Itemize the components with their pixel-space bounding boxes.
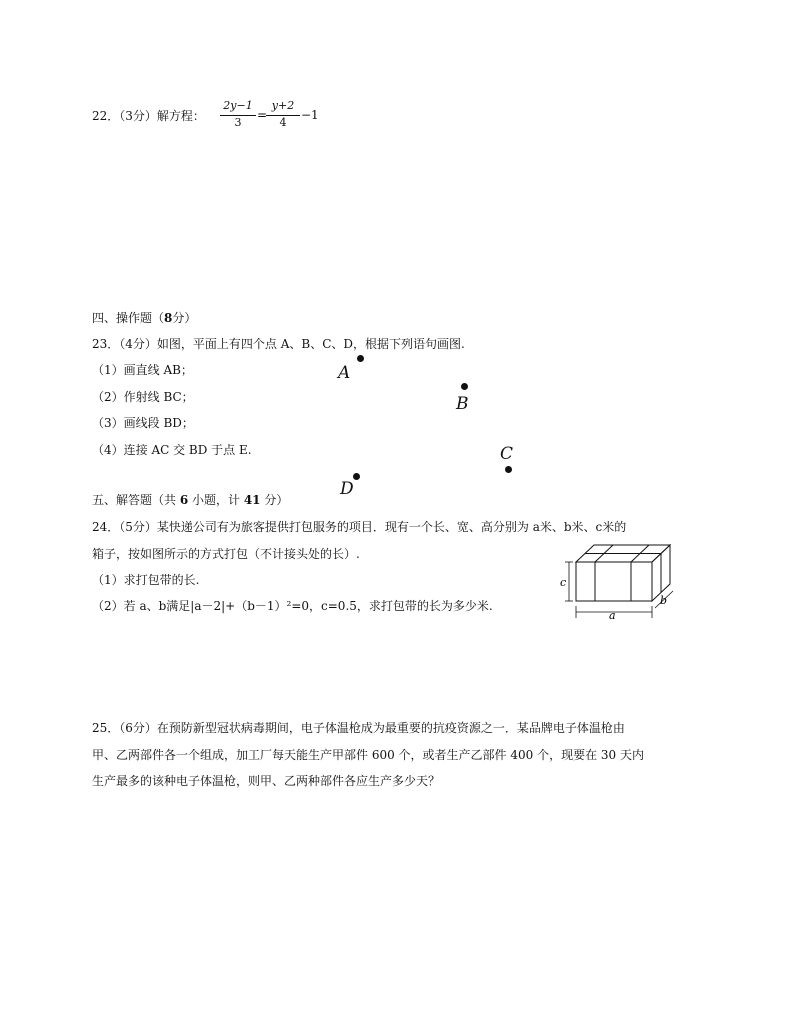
q22-prefix: 22．（3分）解方程： [92,109,205,123]
q22-lhs-denominator: 3 [234,116,242,129]
box-front-face [576,562,652,601]
q22-equals: = [257,108,268,122]
point-d-label: D [340,479,354,499]
q23-intro: 23．（4分）如图，平面上有四个点 A、B、C、D，根据下列语句画图. [92,337,465,351]
q22-rhs-numerator: y+2 [271,99,295,112]
point-b-dot [461,383,468,390]
q25-line-2: 甲、乙两部件各一个组成，加工厂每天能生产甲部件 600 个，或者生产乙部件 400 个，现要在 30 天内 [92,748,644,762]
q25-line-1: 25．（6分）在预防新型冠状病毒期间，电子体温枪成为最重要的抗疫资源之一．某品牌电子体温枪由 [92,721,625,735]
q24-item-1: （1）求打包带的长. [92,573,200,587]
q23-item-1: （1）画直线 AB； [92,363,193,377]
dim-b-label: b [660,594,668,607]
q25-line-3: 生产最多的该种电子体温枪，则甲、乙两种部件各应生产多少天？ [92,774,441,788]
point-a-dot [357,355,364,362]
dim-c-label: c [560,576,567,589]
q24-line-1: 24．（5分）某快递公司有为旅客提供打包服务的项目．现有一个长、宽、高分别为 a米、b米、c米的 [92,520,627,534]
section5-heading-prefix: 五、解答题（共 [92,493,180,507]
section4-heading [92,310,196,326]
point-a-label: A [338,363,351,383]
point-c-label: C [500,444,514,464]
section4-score: 8 [164,311,173,325]
section5-score: 41 [243,493,261,507]
section5-heading [92,492,288,508]
point-d-dot [353,473,360,480]
q22-rhs-fraction [266,99,300,133]
point-c-dot [505,466,512,473]
point-b-label: B [456,394,469,414]
section5-count: 6 [179,493,189,507]
q23-item-3: （3）画线段 BD； [92,416,194,430]
section4-heading-suffix: 分） [172,311,197,325]
q22-lhs-fraction [220,99,256,133]
section5-heading-suffix: 分） [260,493,289,507]
section4-heading-prefix: 四、操作题（ [92,311,165,325]
q24-line-2: 箱子，按如图所示的方式打包（不计接头处的长）. [92,547,360,561]
q22-rhs-denominator: 4 [279,116,287,129]
section5-heading-mid: 小题，计 [188,493,244,507]
q22-rhs-tail: −1 [301,108,319,122]
package-box-figure [556,540,686,622]
q24-item-2: （2）若 a、b满足|a－2|+（b－1）²=0，c=0.5，求打包带的长为多少米. [92,599,493,613]
q23-item-2: （2）作射线 BC； [92,390,194,404]
q22-lhs-numerator: 2y−1 [223,99,253,112]
q23-item-4: （4）连接 AC 交 BD 于点 E. [92,443,252,457]
dim-a-label: a [609,609,616,622]
